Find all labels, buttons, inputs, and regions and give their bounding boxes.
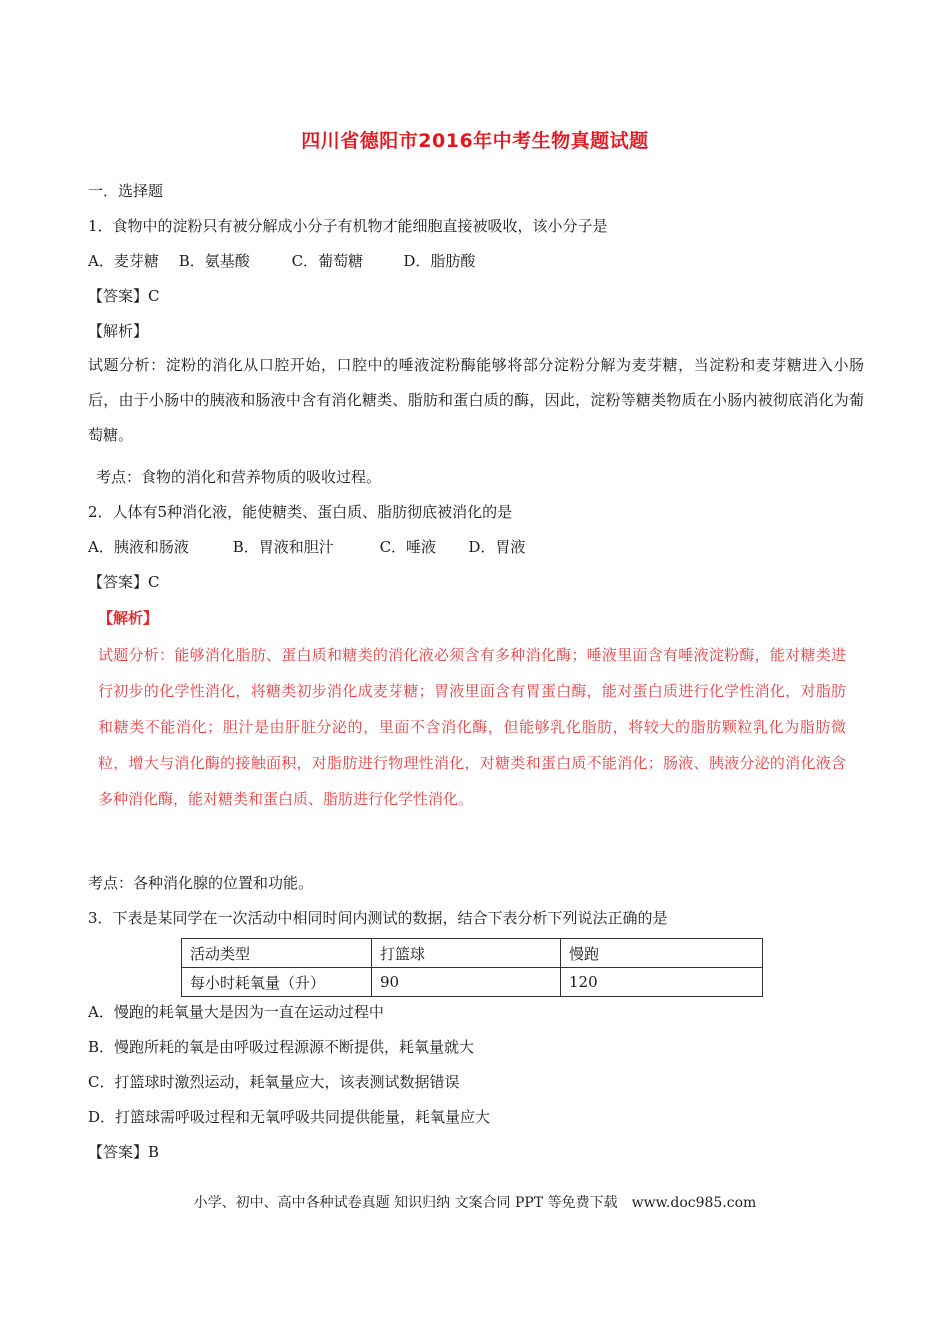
q1-option-d: D．脂肪酸 [403, 252, 476, 270]
question-2-options [88, 537, 525, 557]
table-cell: 活动类型 [182, 939, 372, 968]
table-cell: 每小时耗氧量（升） [182, 968, 372, 997]
table-header-row [182, 939, 763, 968]
q3-option-a: A．慢跑的耗氧量大是因为一直在运动过程中 [88, 1003, 384, 1021]
table-cell: 120 [561, 968, 763, 997]
q3-option-c: C．打篮球时激烈运动，耗氧量应大，该表测试数据错误 [88, 1073, 460, 1091]
q3-option-d: D．打篮球需呼吸过程和无氧呼吸共同提供能量，耗氧量应大 [88, 1108, 491, 1126]
q2-kaodian: 考点：各种消化腺的位置和功能。 [88, 874, 314, 892]
q2-option-c: C．唾液 [379, 538, 437, 556]
page-title: 四川省德阳市2016年中考生物真题试题 [301, 130, 649, 152]
page-footer: 小学、初中、高中各种试卷真题 知识归纳 文案合同 PPT 等免费下载 www.doc985.com [193, 1195, 757, 1211]
table-cell: 打篮球 [372, 939, 561, 968]
q1-option-b: B．氨基酸 [178, 252, 250, 270]
q2-option-a: A．胰液和肠液 [88, 538, 189, 556]
section-heading: 一．选择题 [88, 182, 164, 200]
q1-kaodian: 考点：食物的消化和营养物质的吸收过程。 [96, 468, 382, 486]
q2-analysis-label: 【解析】 [98, 609, 159, 627]
table-row [182, 968, 763, 997]
q1-analysis-label: 【解析】 [88, 322, 149, 340]
q1-analysis: 试题分析：淀粉的消化从口腔开始，口腔中的唾液淀粉酶能够将部分淀粉分解为麦芽糖，当淀粉和麦芽糖进入小肠后，由于小肠中的胰液和肠液中含有消化糖类、脂肪和蛋白质的酶，因此，淀粉等糖类物质在小肠内被彻底消化为葡萄糖。 [88, 356, 864, 444]
q2-analysis: 试题分析：能够消化脂肪、蛋白质和糖类的消化液必须含有多种消化酶；唾液里面含有唾液淀粉酶，能对糖类进行初步的化学性消化，将糖类初步消化成麦芽糖；胃液里面含有胃蛋白酶，能对蛋白质进行化学性消化，对脂肪和糖类不能消化；胆汁是由肝脏分泌的，里面不含消化酶，但能够乳化脂肪，将较大的脂肪颗粒乳化为脂肪微粒，增大与消化酶的接触面积，对脂肪进行物理性消化，对糖类和蛋白质不能消化；肠液、胰液分泌的消化液含多种消化酶，能对糖类和蛋白质、脂肪进行化学性消化。 [98, 646, 846, 808]
q3-option-b: B．慢跑所耗的氧是由呼吸过程源源不断提供，耗氧量就大 [88, 1038, 475, 1056]
q1-option-c: C．葡萄糖 [291, 252, 364, 270]
table-cell: 慢跑 [561, 939, 763, 968]
oxygen-table [181, 938, 763, 997]
question-1: 1．食物中的淀粉只有被分解成小分子有机物才能细胞直接被吸收，该小分子是 [88, 217, 608, 235]
question-1-options [88, 251, 475, 271]
question-2: 2．人体有5种消化液，能使糖类、蛋白质、脂肪彻底被消化的是 [88, 503, 513, 521]
q1-option-a: A．麦芽糖 [88, 252, 159, 270]
q3-answer: 【答案】B [88, 1143, 160, 1161]
q2-option-b: B．胃液和胆汁 [232, 538, 334, 556]
q2-option-d: D．胃液 [468, 538, 526, 556]
q2-answer: 【答案】C [88, 573, 160, 591]
q1-answer: 【答案】C [88, 287, 160, 305]
table-cell: 90 [372, 968, 561, 997]
question-3: 3．下表是某同学在一次活动中相同时间内测试的数据，结合下表分析下列说法正确的是 [88, 909, 668, 927]
